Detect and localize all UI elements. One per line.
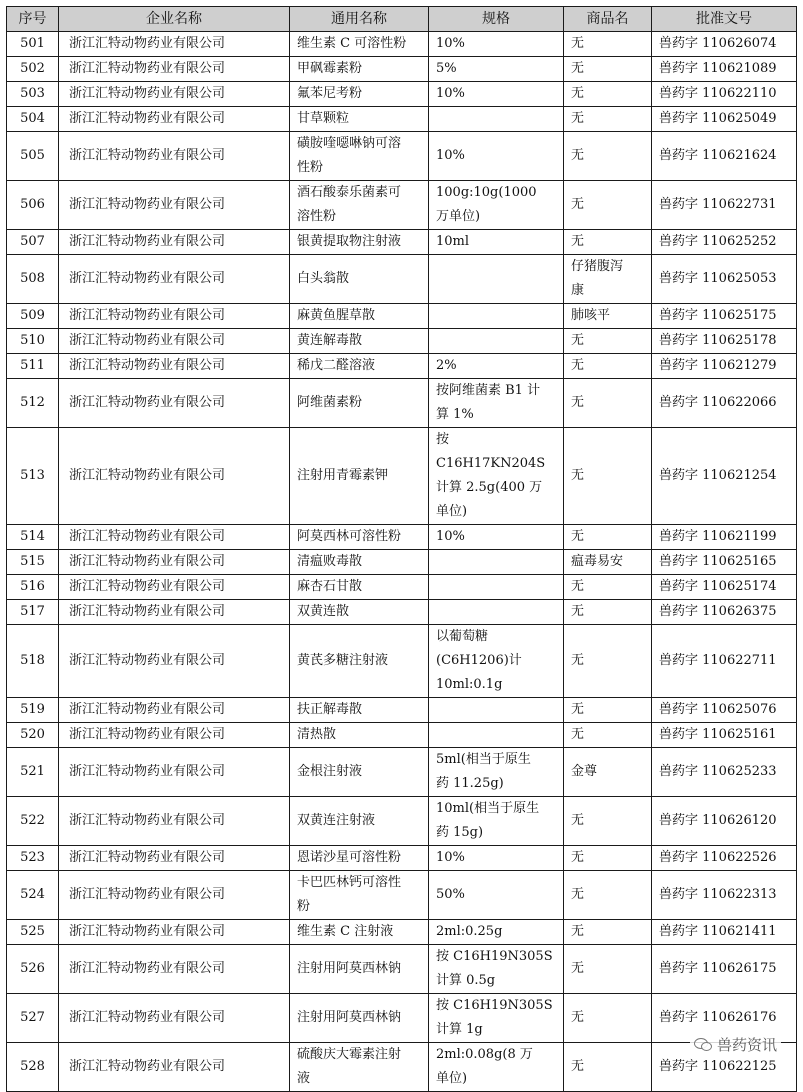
serial-number-cell: 519: [7, 698, 59, 723]
watermark: [690, 1030, 781, 1058]
approval-number-cell: 兽药字 110621624: [652, 132, 797, 181]
trade-name-cell: [564, 32, 652, 57]
generic-name-cell: 甘草颗粒: [290, 107, 429, 132]
trade-name-cell: [564, 748, 652, 797]
table-row: [7, 871, 797, 920]
trade-name-cell: [564, 132, 652, 181]
specification-cell: [429, 181, 564, 230]
approval-number-cell: 兽药字 110626176: [652, 994, 797, 1043]
serial-number-cell: 512: [7, 379, 59, 428]
trade-name-cell: [564, 255, 652, 304]
trade-name-cell: [564, 428, 652, 525]
cell-line: (C6H1206)计: [436, 653, 522, 668]
serial-number-cell: 522: [7, 797, 59, 846]
serial-number-cell: 518: [7, 625, 59, 698]
generic-name-cell: 稀戊二醛溶液: [290, 354, 429, 379]
serial-number-cell: 508: [7, 255, 59, 304]
trade-name-cell: [564, 354, 652, 379]
cell-line: 10ml:0.1g: [436, 677, 503, 692]
trade-name-cell: [564, 871, 652, 920]
cell-line: 计算 0.5g: [436, 973, 496, 988]
cell-line: 10%: [436, 36, 465, 51]
serial-number-cell: 510: [7, 329, 59, 354]
approval-number-cell: 兽药字 110625174: [652, 575, 797, 600]
generic-name-cell: 白头翁散: [290, 255, 429, 304]
company-name-cell: 浙江汇特动物药业有限公司: [59, 871, 290, 920]
approval-number-cell: 兽药字 110625178: [652, 329, 797, 354]
table-row: [7, 255, 797, 304]
approval-number-cell: 兽药字 110622110: [652, 82, 797, 107]
table-row: [7, 329, 797, 354]
cell-line: 无: [571, 961, 585, 976]
specification-cell: [429, 57, 564, 82]
approval-number-cell: 兽药字 110626175: [652, 945, 797, 994]
cell-line: 按 C16H19N305S: [436, 998, 553, 1013]
header-trade-name: 商品名: [564, 7, 652, 32]
trade-name-cell: [564, 945, 652, 994]
trade-name-cell: [564, 107, 652, 132]
approval-number-cell: 兽药字 110621199: [652, 525, 797, 550]
company-name-cell: 浙江汇特动物药业有限公司: [59, 846, 290, 871]
generic-name-cell: [290, 132, 429, 181]
specification-cell: [429, 230, 564, 255]
trade-name-cell: [564, 723, 652, 748]
table-row: [7, 181, 797, 230]
trade-name-cell: [564, 600, 652, 625]
drug-approval-table: [6, 6, 797, 1092]
generic-name-cell: 扶正解毒散: [290, 698, 429, 723]
cell-line: 2ml:0.25g: [436, 924, 503, 939]
approval-number-cell: 兽药字 110625049: [652, 107, 797, 132]
serial-number-cell: 505: [7, 132, 59, 181]
table-row: [7, 748, 797, 797]
specification-cell: [429, 846, 564, 871]
table-row: [7, 698, 797, 723]
cell-line: 10ml(相当于原生: [436, 801, 540, 816]
approval-number-cell: 兽药字 110625053: [652, 255, 797, 304]
trade-name-cell: [564, 797, 652, 846]
header-specification: 规格: [429, 7, 564, 32]
cell-line: 瘟毒易安: [571, 554, 624, 569]
generic-name-cell: [290, 1043, 429, 1092]
table-row: [7, 1043, 797, 1092]
generic-name-cell: 麻黄鱼腥草散: [290, 304, 429, 329]
generic-name-cell: 氟苯尼考粉: [290, 82, 429, 107]
serial-number-cell: 509: [7, 304, 59, 329]
watermark-text: 兽药资讯: [716, 1035, 777, 1054]
table-row: [7, 550, 797, 575]
header-company-name: 企业名称: [59, 7, 290, 32]
table-row: [7, 920, 797, 945]
serial-number-cell: 504: [7, 107, 59, 132]
trade-name-cell: [564, 994, 652, 1043]
approval-number-cell: 兽药字 110622313: [652, 871, 797, 920]
table-header: [7, 7, 797, 32]
generic-name-cell: 麻杏石甘散: [290, 575, 429, 600]
specification-cell: [429, 550, 564, 575]
serial-number-cell: 520: [7, 723, 59, 748]
company-name-cell: 浙江汇特动物药业有限公司: [59, 625, 290, 698]
specification-cell: [429, 304, 564, 329]
cell-line: 万单位): [436, 209, 481, 224]
company-name-cell: 浙江汇特动物药业有限公司: [59, 945, 290, 994]
specification-cell: [429, 329, 564, 354]
specification-cell: [429, 428, 564, 525]
header-approval-number: 批准文号: [652, 7, 797, 32]
cell-line: 无: [571, 148, 585, 163]
company-name-cell: 浙江汇特动物药业有限公司: [59, 723, 290, 748]
approval-number-cell: 兽药字 110622066: [652, 379, 797, 428]
cell-line: 按 C16H19N305S: [436, 949, 553, 964]
serial-number-cell: 502: [7, 57, 59, 82]
specification-cell: [429, 945, 564, 994]
serial-number-cell: 503: [7, 82, 59, 107]
wechat-icon: [694, 1037, 712, 1051]
cell-line: 粉: [297, 899, 311, 914]
generic-name-cell: 注射用阿莫西林钠: [290, 945, 429, 994]
cell-line: 10%: [436, 529, 465, 544]
cell-line: 10%: [436, 850, 465, 865]
cell-line: 无: [571, 604, 585, 619]
trade-name-cell: [564, 920, 652, 945]
company-name-cell: 浙江汇特动物药业有限公司: [59, 797, 290, 846]
serial-number-cell: 501: [7, 32, 59, 57]
cell-line: 液: [297, 1071, 311, 1086]
specification-cell: [429, 107, 564, 132]
serial-number-cell: 515: [7, 550, 59, 575]
table-row: [7, 846, 797, 871]
cell-line: 仔猪腹泻: [571, 259, 624, 274]
company-name-cell: 浙江汇特动物药业有限公司: [59, 920, 290, 945]
specification-cell: [429, 920, 564, 945]
trade-name-cell: [564, 625, 652, 698]
approval-number-cell: 兽药字 110625076: [652, 698, 797, 723]
header-row: [7, 7, 797, 32]
table-row: [7, 525, 797, 550]
specification-cell: [429, 575, 564, 600]
table-row: [7, 57, 797, 82]
cell-line: 5ml(相当于原生: [436, 752, 531, 767]
table-row: [7, 723, 797, 748]
approval-number-cell: 兽药字 110625165: [652, 550, 797, 575]
trade-name-cell: [564, 57, 652, 82]
cell-line: 无: [571, 234, 585, 249]
company-name-cell: 浙江汇特动物药业有限公司: [59, 329, 290, 354]
serial-number-cell: 511: [7, 354, 59, 379]
cell-line: 无: [571, 1059, 585, 1074]
company-name-cell: 浙江汇特动物药业有限公司: [59, 550, 290, 575]
serial-number-cell: 514: [7, 525, 59, 550]
generic-name-cell: 清瘟败毒散: [290, 550, 429, 575]
specification-cell: [429, 354, 564, 379]
approval-number-cell: 兽药字 110626375: [652, 600, 797, 625]
generic-name-cell: 黄连解毒散: [290, 329, 429, 354]
table-row: [7, 354, 797, 379]
cell-line: 金尊: [571, 764, 598, 779]
specification-cell: [429, 32, 564, 57]
specification-cell: [429, 994, 564, 1043]
serial-number-cell: 524: [7, 871, 59, 920]
approval-number-cell: 兽药字 110625252: [652, 230, 797, 255]
generic-name-cell: 注射用阿莫西林钠: [290, 994, 429, 1043]
serial-number-cell: 516: [7, 575, 59, 600]
cell-line: 药 11.25g): [436, 776, 504, 791]
cell-line: 按阿维菌素 B1 计: [436, 383, 541, 398]
cell-line: 2ml:0.08g(8 万: [436, 1047, 533, 1062]
serial-number-cell: 525: [7, 920, 59, 945]
company-name-cell: 浙江汇特动物药业有限公司: [59, 255, 290, 304]
cell-line: 无: [571, 111, 585, 126]
table-row: [7, 107, 797, 132]
approval-number-cell: 兽药字 110625175: [652, 304, 797, 329]
trade-name-cell: [564, 379, 652, 428]
approval-number-cell: 兽药字 110625161: [652, 723, 797, 748]
company-name-cell: 浙江汇特动物药业有限公司: [59, 181, 290, 230]
specification-cell: [429, 748, 564, 797]
cell-line: 2%: [436, 358, 457, 373]
cell-line: 10%: [436, 148, 465, 163]
cell-line: 性粉: [297, 160, 324, 175]
specification-cell: [429, 255, 564, 304]
table-row: [7, 428, 797, 525]
trade-name-cell: [564, 525, 652, 550]
trade-name-cell: [564, 1043, 652, 1092]
generic-name-cell: 甲砜霉素粉: [290, 57, 429, 82]
approval-number-cell: 兽药字 110621411: [652, 920, 797, 945]
cell-line: 肺咳平: [571, 308, 611, 323]
approval-number-cell: 兽药字 110621254: [652, 428, 797, 525]
generic-name-cell: 注射用青霉素钾: [290, 428, 429, 525]
table-row: [7, 600, 797, 625]
cell-line: 计算 1g: [436, 1022, 483, 1037]
specification-cell: [429, 723, 564, 748]
header-serial-number: 序号: [7, 7, 59, 32]
approval-number-cell: 兽药字 110621279: [652, 354, 797, 379]
trade-name-cell: [564, 698, 652, 723]
specification-cell: [429, 132, 564, 181]
specification-cell: [429, 698, 564, 723]
specification-cell: [429, 625, 564, 698]
trade-name-cell: [564, 230, 652, 255]
table-row: [7, 994, 797, 1043]
serial-number-cell: 517: [7, 600, 59, 625]
generic-name-cell: 双黄连散: [290, 600, 429, 625]
specification-cell: [429, 797, 564, 846]
cell-line: 磺胺喹噁啉钠可溶: [297, 136, 402, 151]
specification-cell: [429, 525, 564, 550]
cell-line: 无: [571, 702, 585, 717]
trade-name-cell: [564, 846, 652, 871]
cell-line: 酒石酸泰乐菌素可: [297, 185, 402, 200]
cell-line: 无: [571, 36, 585, 51]
approval-number-cell: 兽药字 110626120: [652, 797, 797, 846]
serial-number-cell: 526: [7, 945, 59, 994]
cell-line: 5%: [436, 61, 457, 76]
table-row: [7, 32, 797, 57]
cell-line: 康: [571, 283, 585, 298]
table-row: [7, 625, 797, 698]
generic-name-cell: 银黄提取物注射液: [290, 230, 429, 255]
approval-number-cell: 兽药字 110626074: [652, 32, 797, 57]
generic-name-cell: 双黄连注射液: [290, 797, 429, 846]
cell-line: 10%: [436, 86, 465, 101]
trade-name-cell: [564, 329, 652, 354]
cell-line: 算 1%: [436, 407, 474, 422]
cell-line: 无: [571, 579, 585, 594]
generic-name-cell: 阿维菌素粉: [290, 379, 429, 428]
cell-line: 无: [571, 850, 585, 865]
approval-number-cell: 兽药字 110621089: [652, 57, 797, 82]
company-name-cell: 浙江汇特动物药业有限公司: [59, 525, 290, 550]
serial-number-cell: 528: [7, 1043, 59, 1092]
table-row: [7, 945, 797, 994]
cell-line: 无: [571, 924, 585, 939]
specification-cell: [429, 379, 564, 428]
generic-name-cell: 恩诺沙星可溶性粉: [290, 846, 429, 871]
company-name-cell: 浙江汇特动物药业有限公司: [59, 1043, 290, 1092]
company-name-cell: 浙江汇特动物药业有限公司: [59, 600, 290, 625]
company-name-cell: 浙江汇特动物药业有限公司: [59, 994, 290, 1043]
trade-name-cell: [564, 304, 652, 329]
cell-line: 无: [571, 61, 585, 76]
company-name-cell: 浙江汇特动物药业有限公司: [59, 748, 290, 797]
specification-cell: [429, 82, 564, 107]
company-name-cell: 浙江汇特动物药业有限公司: [59, 698, 290, 723]
company-name-cell: 浙江汇特动物药业有限公司: [59, 304, 290, 329]
table-row: [7, 797, 797, 846]
generic-name-cell: 阿莫西林可溶性粉: [290, 525, 429, 550]
trade-name-cell: [564, 82, 652, 107]
company-name-cell: 浙江汇特动物药业有限公司: [59, 230, 290, 255]
serial-number-cell: 521: [7, 748, 59, 797]
company-name-cell: 浙江汇特动物药业有限公司: [59, 107, 290, 132]
company-name-cell: 浙江汇特动物药业有限公司: [59, 575, 290, 600]
approval-number-cell: 兽药字 110622526: [652, 846, 797, 871]
company-name-cell: 浙江汇特动物药业有限公司: [59, 32, 290, 57]
cell-line: 按 C16H17KN204S: [436, 432, 546, 471]
cell-line: 单位): [436, 1071, 468, 1086]
serial-number-cell: 513: [7, 428, 59, 525]
table-row: [7, 132, 797, 181]
cell-line: 无: [571, 653, 585, 668]
approval-number-cell: 兽药字 110625233: [652, 748, 797, 797]
table-row: [7, 304, 797, 329]
cell-line: 无: [571, 395, 585, 410]
serial-number-cell: 506: [7, 181, 59, 230]
table-body: [7, 32, 797, 1092]
cell-line: 100g:10g(1000: [436, 185, 537, 200]
cell-line: 硫酸庆大霉素注射: [297, 1047, 402, 1062]
generic-name-cell: 维生素 C 注射液: [290, 920, 429, 945]
serial-number-cell: 507: [7, 230, 59, 255]
specification-cell: [429, 1043, 564, 1092]
specification-cell: [429, 600, 564, 625]
trade-name-cell: [564, 181, 652, 230]
cell-line: 无: [571, 529, 585, 544]
generic-name-cell: 维生素 C 可溶性粉: [290, 32, 429, 57]
generic-name-cell: 清热散: [290, 723, 429, 748]
table-row: [7, 575, 797, 600]
cell-line: 单位): [436, 504, 468, 519]
generic-name-cell: [290, 871, 429, 920]
cell-line: 无: [571, 1010, 585, 1025]
cell-line: 溶性粉: [297, 209, 337, 224]
company-name-cell: 浙江汇特动物药业有限公司: [59, 82, 290, 107]
cell-line: 无: [571, 468, 585, 483]
company-name-cell: 浙江汇特动物药业有限公司: [59, 57, 290, 82]
specification-cell: [429, 871, 564, 920]
header-generic-name: 通用名称: [290, 7, 429, 32]
company-name-cell: 浙江汇特动物药业有限公司: [59, 379, 290, 428]
cell-line: 无: [571, 813, 585, 828]
cell-line: 10ml: [436, 234, 470, 249]
cell-line: 计算 2.5g(400 万: [436, 480, 543, 495]
generic-name-cell: [290, 181, 429, 230]
cell-line: 无: [571, 333, 585, 348]
trade-name-cell: [564, 550, 652, 575]
serial-number-cell: 523: [7, 846, 59, 871]
company-name-cell: 浙江汇特动物药业有限公司: [59, 354, 290, 379]
cell-line: 药 15g): [436, 825, 484, 840]
company-name-cell: 浙江汇特动物药业有限公司: [59, 428, 290, 525]
cell-line: 无: [571, 86, 585, 101]
generic-name-cell: 黄芪多糖注射液: [290, 625, 429, 698]
trade-name-cell: [564, 575, 652, 600]
table-row: [7, 230, 797, 255]
approval-number-cell: 兽药字 110622711: [652, 625, 797, 698]
serial-number-cell: 527: [7, 994, 59, 1043]
cell-line: 无: [571, 197, 585, 212]
cell-line: 卡巴匹林钙可溶性: [297, 875, 402, 890]
approval-number-cell: 兽药字 110622125: [652, 1043, 797, 1092]
cell-line: 无: [571, 727, 585, 742]
company-name-cell: 浙江汇特动物药业有限公司: [59, 132, 290, 181]
cell-line: 50%: [436, 887, 465, 902]
cell-line: 无: [571, 887, 585, 902]
cell-line: 以葡萄糖: [436, 629, 489, 644]
cell-line: 无: [571, 358, 585, 373]
table-row: [7, 82, 797, 107]
generic-name-cell: 金根注射液: [290, 748, 429, 797]
approval-number-cell: 兽药字 110622731: [652, 181, 797, 230]
table-row: [7, 379, 797, 428]
